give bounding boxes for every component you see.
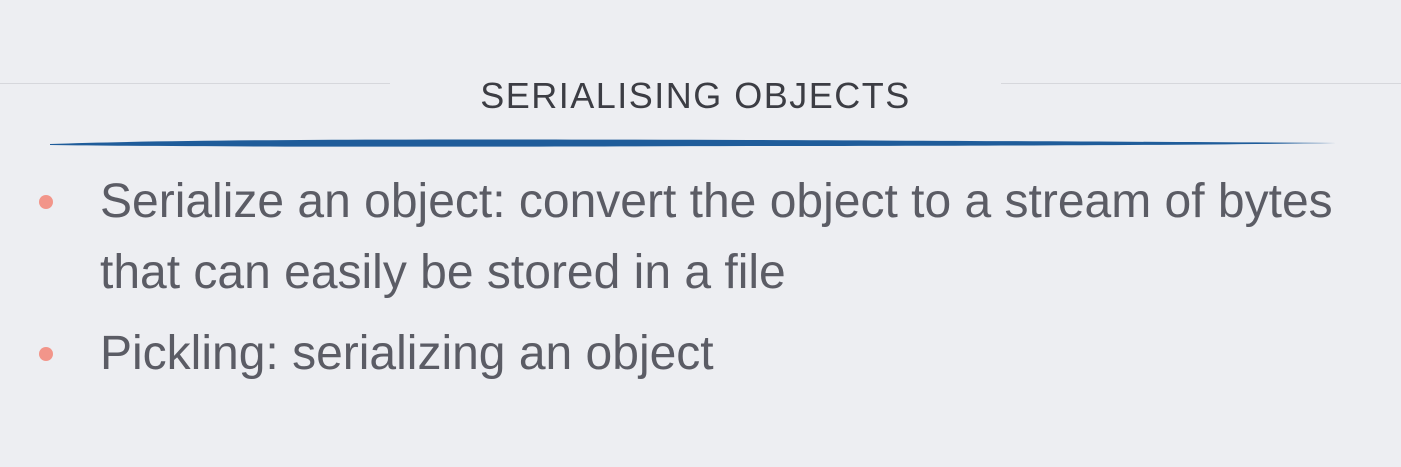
title-rule-right xyxy=(1001,83,1401,84)
bullet-item xyxy=(0,166,1370,308)
underline-brush-path xyxy=(50,139,1336,146)
bullet-dot-icon xyxy=(39,347,53,361)
title-rule-left xyxy=(0,83,390,84)
bullet-list xyxy=(0,166,1401,389)
bullet-text: Pickling: serializing an object xyxy=(100,327,714,380)
slide-title: SERIALISING OBJECTS xyxy=(480,75,911,116)
bullet-item xyxy=(0,318,1370,389)
title-underline-stroke xyxy=(48,134,1338,154)
bullet-text: Serialize an object: convert the object to a stream of bytes that can easily be stored in a file xyxy=(100,175,1333,299)
bullet-dot-icon xyxy=(39,195,53,209)
